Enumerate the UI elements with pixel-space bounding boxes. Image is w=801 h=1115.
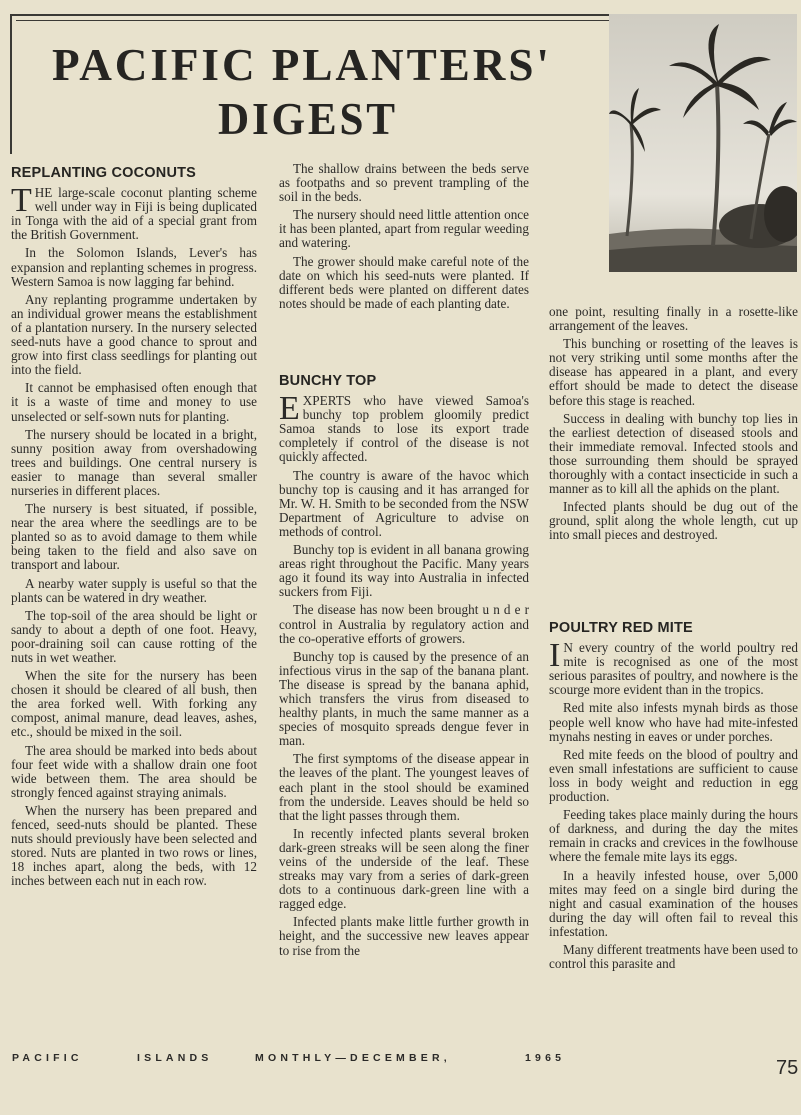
masthead-title: PACIFIC PLANTERS' [52, 39, 552, 90]
paragraph: Success in dealing with bunchy top lies in the earliest detection of diseased stools and their immediate removal. Infected stools and those surrounding them should be sprayed thoroughly with a contact insecticide in such a manner as to kill all the aphids on the plant. [549, 410, 798, 497]
paragraph: A nearby water supply is useful so that the plants can be watered in dry weather. [11, 575, 257, 605]
publication-year: 1965 [525, 1052, 566, 1064]
paragraph: The first symptoms of the disease appear in the leaves of the plant. The youngest leaves of each plant in the stool should be examined from the underside. Leaves should be held so that the light passes through them. [279, 751, 529, 823]
paragraph: Red mite feeds on the blood of poultry and even small infestations are sufficient to cause loss in body weight and reduction in egg production. [549, 746, 798, 805]
paragraph: Infected plants make little further growth in height, and the successive new leaves appear to rise from the [279, 914, 529, 958]
drop-cap: E [279, 390, 300, 428]
coconut-palms-photo [609, 14, 797, 272]
paragraph: The top-soil of the area should be light or sandy to about a depth of one foot. Heavy, poor-draining soil can cause rotting of the nuts in wet weather. [11, 607, 257, 665]
paragraph: Feeding takes place mainly during the hours of darkness, and during the day the mites remain in cracks and crevices in the fowlhouse where the female mite lays its eggs. [549, 807, 798, 865]
paragraph: When the nursery has been prepared and fenced, seed-nuts should be planted. These nuts should previously have been selected and stored. Nuts are planted in two rows or lines, 18 inches apart, along the beds, with 12 inches between each nut in each row. [11, 802, 257, 889]
publication-word-3: MONTHLY—DECEMBER, [255, 1052, 451, 1064]
paragraph: In the Solomon Islands, Lever's has expansion and replanting schemes in progress. Western Samoa is now lagging far behind. [11, 245, 257, 289]
page-number: 75 [776, 1057, 799, 1079]
paragraph: Bunchy top is caused by the presence of an infectious virus in the sap of the banana plant. The disease is spread by the banana aphid, which transfers the virus from diseased to healthy plants, in much the same manner as a species of mosquito spreads dengue fever in man. [279, 648, 529, 749]
paragraph: I N every country of the world poultry red mite is recognised as one of the most serious parasites of poultry, and nowhere is the scourge more evident than in the tropics. [549, 637, 798, 698]
column-3-poultry-red-mite [549, 617, 798, 975]
drop-cap: T [11, 182, 32, 220]
publication-word-2: ISLANDS [137, 1052, 213, 1064]
paragraph: In a heavily infested house, over 5,000 mites may feed on a single bird during the night and casual examination of the houses during the day will often fail to reveal this infestation. [549, 867, 798, 939]
section-heading-bunchy-top: BUNCHY TOP [279, 373, 377, 389]
paragraph: In recently infected plants several broken dark-green streaks will be seen along the finer veins of the underside of the leaf. These streaks may vary from a series of dark-green dots to a continuous dark-green line with a ragged edge. [279, 825, 529, 912]
paragraph: It cannot be emphasised often enough that it is a waste of time and money to use unselected or self-sown nuts for planting. [11, 380, 257, 424]
publication-word-1: PACIFIC [12, 1052, 83, 1064]
paragraph: When the site for the nursery has been chosen it should be cleared of all bush, then the area forked well. With forking any compost, animal manure, dead leaves, ashes, etc., should be mixed in the soil. [11, 668, 257, 740]
paragraph: The country is aware of the havoc which bunchy top is causing and it has arranged for Mr. W. H. Smith to be seconded from the NSW Department of Agriculture to advise on methods of control. [279, 467, 529, 539]
paragraph: The nursery should need little attention once it has been planted, apart from regular weeding and watering. [279, 207, 529, 251]
paragraph: The area should be marked into beds about four feet wide with a shallow drain one foot wide between them. The area should be strongly fenced against straying animals. [11, 742, 257, 800]
paragraph: Infected plants should be dug out of the ground, split along the whole length, cut up into small pieces and destroyed. [549, 499, 798, 543]
paragraph: Bunchy top is evident in all banana growing areas right throughout the Pacific. Many years ago it found its way into Australia in infected suckers from Fiji. [279, 542, 529, 600]
column-3-top [549, 305, 798, 547]
paragraph: EXPERTS who have viewed Samoa's bunchy top problem gloomily predict Samoa stands to lose its export trade completely if control of the disease is not quickly affected. [279, 390, 529, 465]
section-heading-poultry-red-mite: POULTRY RED MITE [549, 620, 693, 636]
paragraph: one point, resulting finally in a rosette-like arrangement of the leaves. [549, 304, 798, 334]
paragraph: Any replanting programme undertaken by an individual grower means the establishment of a plantation nursery. In the nursery selected seed-nuts have a good chance to sprout and grow into first class seedlings for planting out into the field. [11, 291, 257, 378]
paragraph: THE large-scale coconut planting scheme well under way in Fiji is being duplicated in Tonga with the aid of a special grant from the British Government. [11, 182, 257, 243]
column-1 [11, 162, 257, 893]
drop-cap: I [549, 637, 561, 675]
masthead-subtitle: DIGEST [218, 93, 398, 144]
column-2-top [279, 162, 529, 315]
paragraph: The disease has now been brought u n d e r control in Australia by regulatory action and the co-operative efforts of growers. [279, 602, 529, 646]
paragraph: The nursery should be located in a bright, sunny position away from overshadowing trees and buildings. One central nursery is easier to manage than several smaller nurseries in different places. [11, 426, 257, 498]
paragraph: The shallow drains between the beds serve as footpaths and so prevent trampling of the soil in the beds. [279, 161, 529, 205]
column-2-bunchy-top [279, 370, 529, 962]
paragraph: Red mite also infests mynah birds as those people well know who have had mite-infested mynahs nesting in eaves or under porches. [549, 700, 798, 744]
paragraph: This bunching or rosetting of the leaves is not very striking until some months after the disease has appeared in a plant, and every effort should be made to detect the disease before this stage is reached. [549, 336, 798, 408]
paragraph: The nursery is best situated, if possible, near the area where the seedlings are to be planted so as to avoid damage to them while being taken to the field and also save on transport and labour. [11, 501, 257, 573]
paragraph: The grower should make careful note of the date on which his seed-nuts were planted. If different beds were planted on different dates notes should be made of each planting date. [279, 253, 529, 311]
paragraph: Many different treatments have been used to control this parasite and [549, 941, 798, 972]
section-heading-replanting-coconuts: REPLANTING COCONUTS [11, 165, 197, 181]
